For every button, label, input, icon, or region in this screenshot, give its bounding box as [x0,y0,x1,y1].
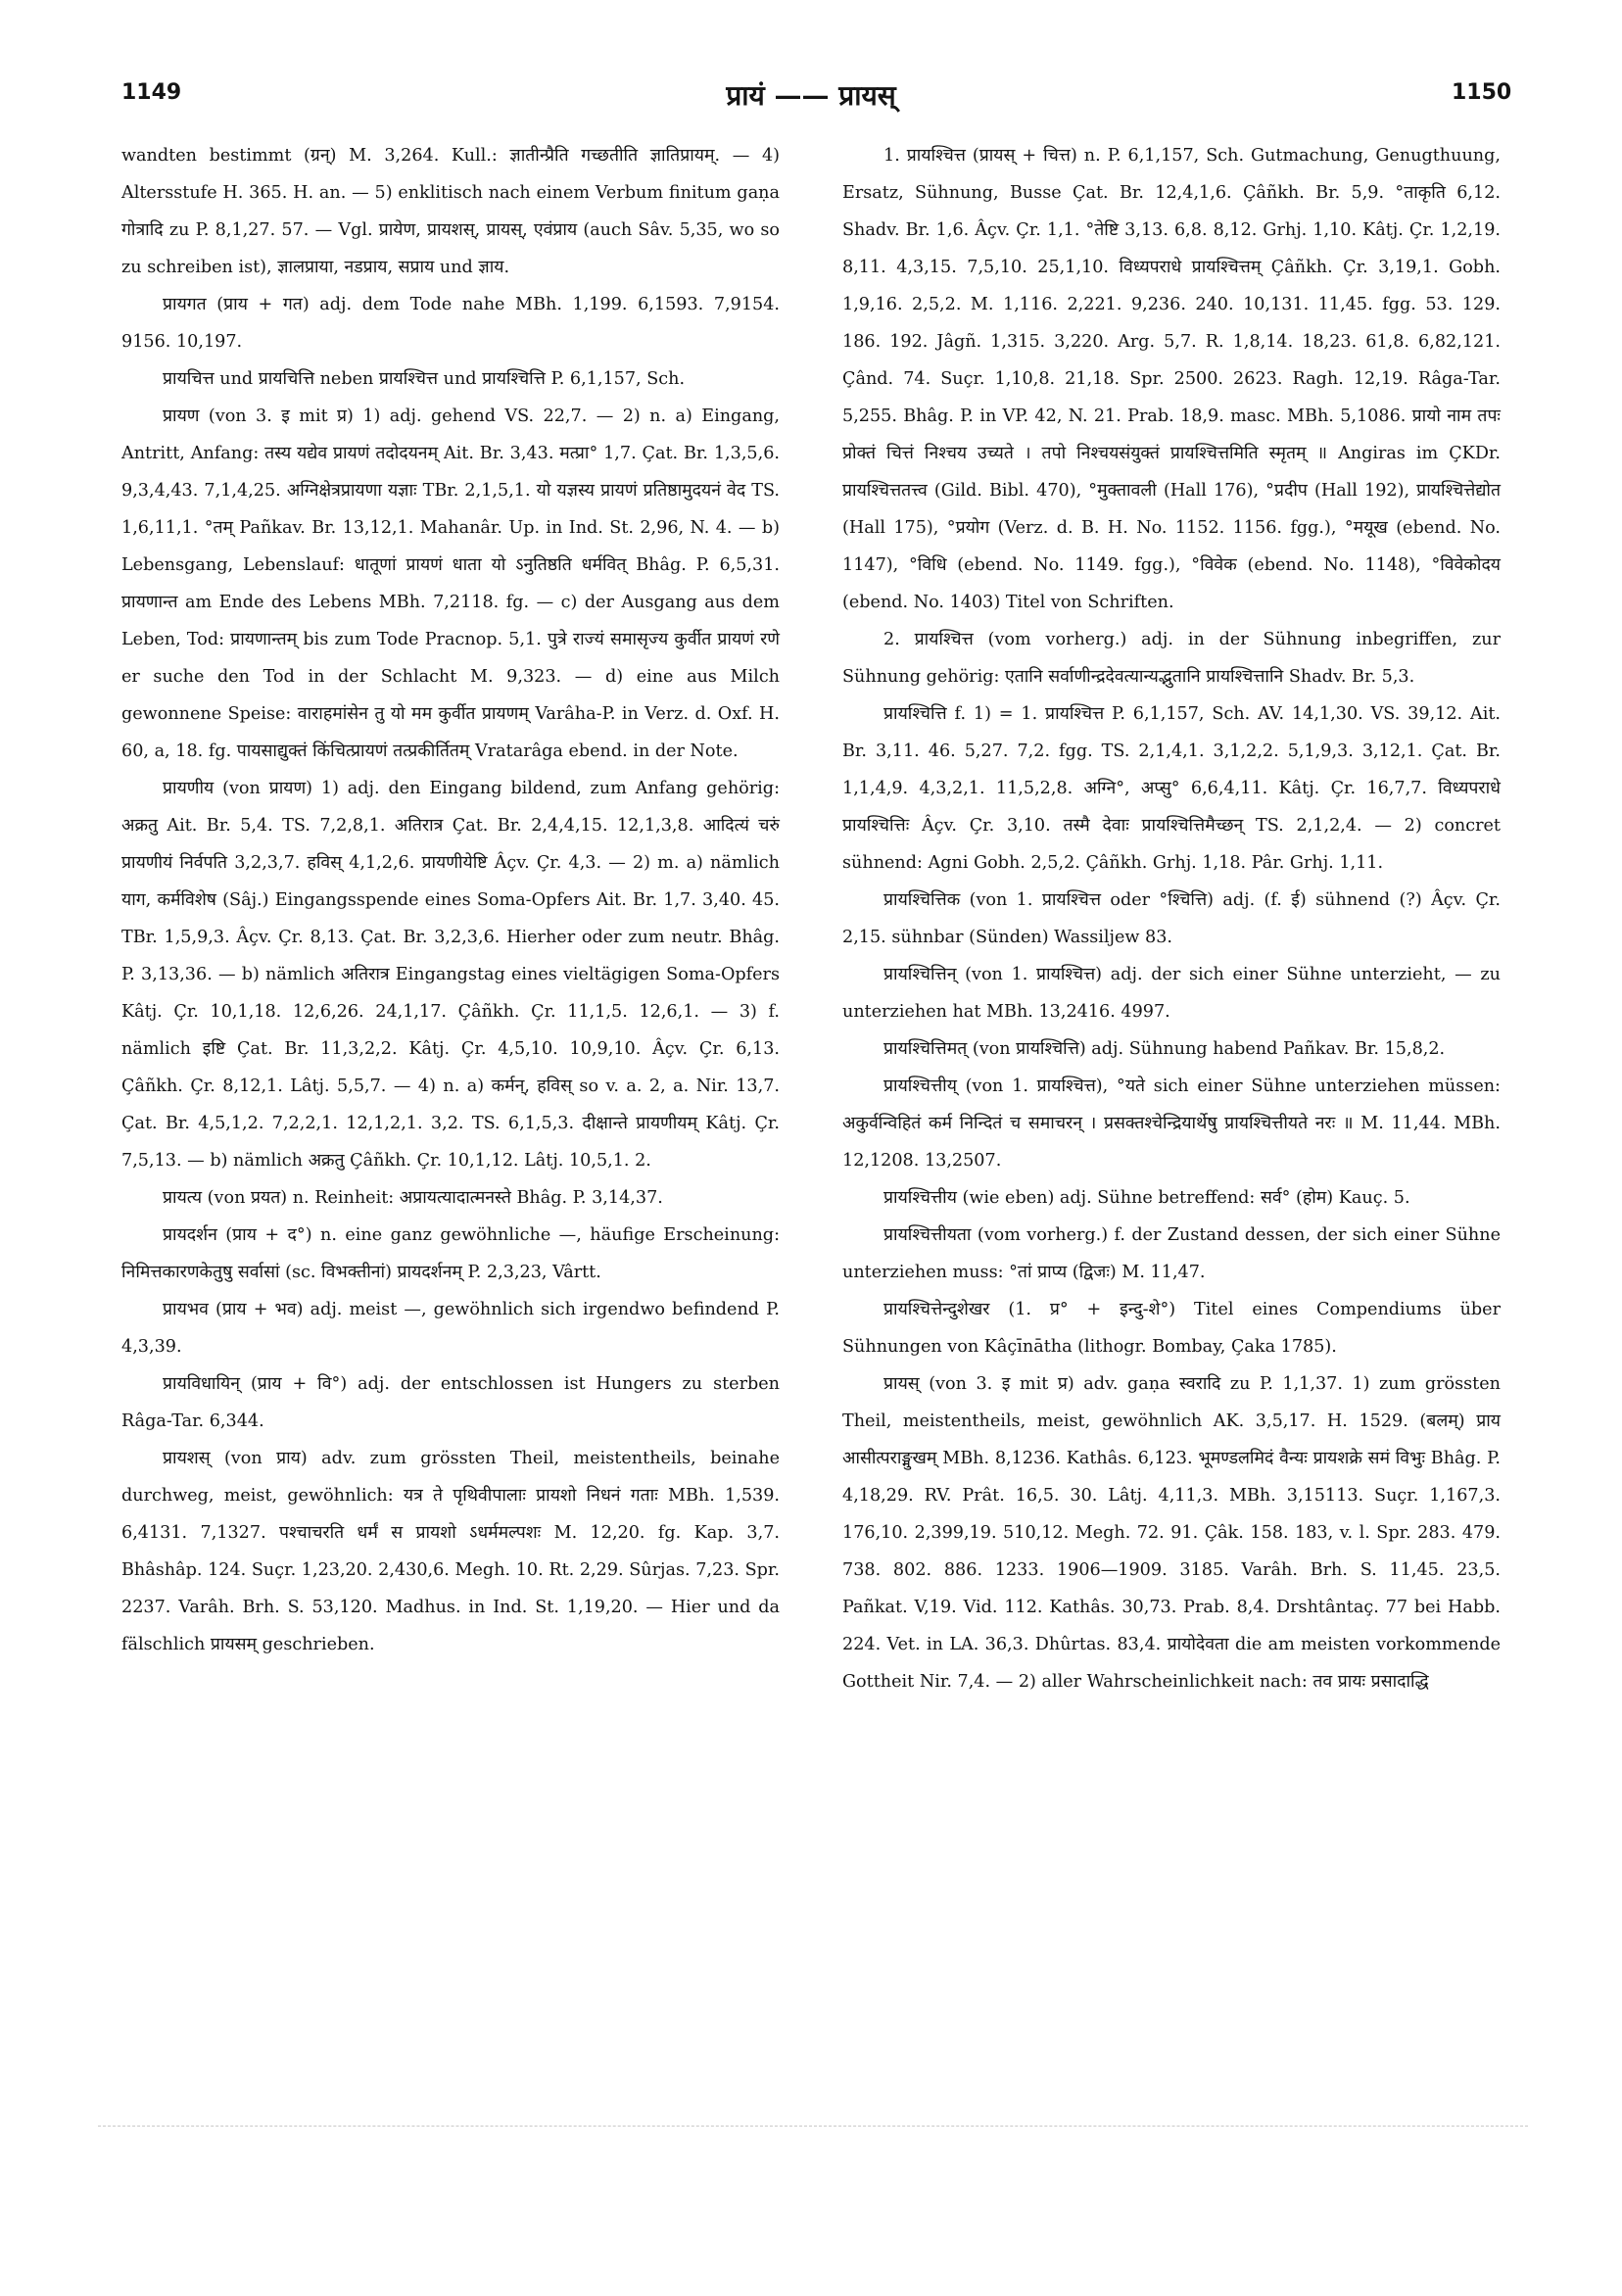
left-column-entry: प्रायण (von 3. इ mit प्र) 1) adj. gehend VS. 22,7. — 2) n. a) Eingang, Antritt, Anfang: तस्य यद्येव प्रायणं तदोदयनम् Ait. Br. 3,43. मत्प्रा° 1,7. Çat. Br. 1,3,5,6. 9,3,4,43. 7,1,4,25. अग्निक्षेत्रप्रायणा यज्ञाः TBr. 2,1,5,1. यो यज्ञस्य प्रायणं प्रतिष्ठामुदयनं वेद TS. 1,6,11,1. °तम् Pañkav. Br. 13,12,1. Mahanâr. Up. in Ind. St. 2,96, N. 4. — b) Lebensgang, Lebenslauf: धातूणां प्रायणं धाता यो ऽनुतिष्ठति धर्मवित् Bhâg. P. 6,5,31. प्रायणान्त am Ende des Lebens MBh. 7,2118. fg. — c) der Ausgang aus dem Leben, Tod: प्रायणान्तम् bis zum Tode Pracnop. 5,1. पुत्रे राज्यं समासृज्य कुर्वीत प्रायणं रणे er suche den Tod in der Schlacht M. 9,323. — d) eine aus Milch gewonnene Speise: वाराहमांसेन तु यो मम कुर्वीत प्रायणम् Varâha-P. in Verz. d. Oxf. H. 60, a, 18. fg. पायसाद्युक्तं किंचित्प्रायणं तत्प्रकीर्तितम् Vratarâga ebend. in der Note. [121,407,780,761]
left-column-entry: प्रायगत (प्राय + गत) adj. dem Tode nahe MBh. 1,199. 6,1593. 7,9154. 9156. 10,197. [121,295,780,352]
right-column-entry: प्रायश्चित्तिन् (von 1. प्रायश्चित्त) adj. der sich einer Sühne unterzieht, — zu unterziehen hat MBh. 13,2416. 4997. [842,965,1501,1022]
right-column [842,137,1501,1700]
page-number-right: 1150 [1452,80,1512,105]
right-column-entry: प्रायश्चित्तीयता (vom vorherg.) f. der Zustand dessen, der sich einer Sühne unterziehen muss: °तां प्राप्य (द्विजः) M. 11,47. [842,1225,1501,1282]
right-column-entry: प्रायश्चित्तिमत् (von प्रायश्चित्ति) adj. Sühnung habend Pañkav. Br. 15,8,2. [883,1039,1446,1059]
left-column-entry: प्रायभव (प्राय + भव) adj. meist —, gewöhnlich sich irgendwo befindend P. 4,3,39. [121,1300,780,1357]
right-column-entry: प्रायश्चित्तीय् (von 1. प्रायश्चित्त), °यते sich einer Sühne unterziehen müssen: अकुर्वन्विहितं कर्म निन्दितं च समाचरन् । प्रसक्तश्चेन्द्रियार्थेषु प्रायश्चित्तीयते नरः ॥ M. 11,44. MBh. 12,1208. 13,2507. [842,1076,1501,1171]
right-column-entry: प्रायश्चित्तेन्दुशेखर (1. प्र° + इन्दु-शे°) Titel eines Compendiums über Sühnungen von Kâçīnātha (lithogr. Bombay, Çaka 1785). [842,1300,1501,1357]
right-column-entry: प्रायस् (von 3. इ mit प्र) adv. gaṇa स्वरादि zu P. 1,1,37. 1) zum grössten Theil, meistentheils, meist, gewöhnlich AK. 3,5,17. H. 1529. (बलम्) प्राय आसीत्पराङ्मुखम् MBh. 8,1236. Kathâs. 6,123. भूमण्डलमिदं वैन्यः प्रायशक्रे समं विभुः Bhâg. P. 4,18,29. RV. Prât. 16,5. 30. Lâtj. 4,11,3. MBh. 3,15113. Suçr. 1,167,3. 176,10. 2,399,19. 510,12. Megh. 72. 91. Çâk. 158. 183, v. l. Spr. 283. 479. 738. 802. 886. 1233. 1906—1909. 3185. Varâh. Brh. S. 11,45. 23,5. Pañkat. V,19. Vid. 112. Kathâs. 30,73. Prab. 8,4. Drshtântaç. 77 bei Habb. 224. Vet. in LA. 36,3. Dhûrtas. 83,4. प्रायोदेवता die am meisten vorkommende Gottheit Nir. 7,4. — 2) aller Wahrscheinlichkeit nach: तव प्रायः प्रसादाद्धि [842,1374,1501,1692]
running-head: प्रायं —— प्रायस् [726,79,896,112]
left-column [121,137,780,1663]
page-number-left: 1149 [121,80,182,105]
right-column-entry: प्रायश्चित्तिक (von 1. प्रायश्चित्त oder °श्चित्ति) adj. (f. ई) sühnend (?) Âçv. Çr. 2,15. sühnbar (Sünden) Wassiljew 83. [842,890,1501,947]
left-column-entry: wandten bestimmt (ग्रन्) M. 3,264. Kull.: ज्ञातीन्प्रैति गच्छतीति ज्ञातिप्रायम्. — 4) Altersstufe H. 365. H. an. — 5) enklitisch nach einem Verbum finitum gaṇa गोत्रादि zu P. 8,1,27. 57. — Vgl. प्रायेण, प्रायशस्, प्रायस्, एवंप्राय (auch Sâv. 5,35, wo so zu schreiben ist), ज्ञालप्राया, नडप्राय, सप्राय und ज्ञाय. [121,146,780,277]
left-column-entry: प्रायत्य (von प्रयत) n. Reinheit: अप्रायत्यादात्मनस्ते Bhâg. P. 3,14,37. [163,1188,663,1208]
left-column-entry: प्रायशस् (von प्राय) adv. zum grössten Theil, meistentheils, beinahe durchweg, meist, gewöhnlich: यत्र ते पृथिवीपालाः प्रायशो निधनं गताः MBh. 1,539. 6,4131. 7,1327. पश्चाचरति धर्मं स प्रायशो ऽधर्ममल्पशः M. 12,20. fg. Kap. 3,7. Bhâshâp. 124. Suçr. 1,23,20. 2,430,6. Megh. 10. Rt. 2,29. Sûrjas. 7,23. Spr. 2237. Varâh. Brh. S. 53,120. Madhus. in Ind. St. 1,19,20. — Hier und da fälschlich प्रायसम् geschrieben. [121,1449,780,1654]
right-column-entry: प्रायश्चित्तीय (wie eben) adj. Sühne betreffend: सर्व° (होम) Kauç. 5. [883,1188,1410,1208]
right-column-entry: 2. प्रायश्चित्त (vom vorherg.) adj. in der Sühnung inbegriffen, zur Sühnung gehörig: एतानि सर्वाणीन्द्रदेवत्यान्यद्भुतानि प्रायश्चित्तानि Shadv. Br. 5,3. [842,630,1501,687]
footer-rule [98,2126,1528,2127]
left-column-entry: प्रायदर्शन (प्राय + द°) n. eine ganz gewöhnliche —, häufige Erscheinung: निमित्तकारणकेतुषु सर्वासां (sc. विभक्तीनां) प्रायदर्शनम् P. 2,3,23, Vârtt. [121,1225,780,1282]
right-column-entry: प्रायश्चित्ति f. 1) = 1. प्रायश्चित्त P. 6,1,157, Sch. AV. 14,1,30. VS. 39,12. Ait. Br. 3,11. 46. 5,27. 7,2. fgg. TS. 2,1,4,1. 3,1,2,2. 5,1,9,3. 3,12,1. Çat. Br. 1,1,4,9. 4,3,2,1. 11,5,2,8. अग्नि°, अप्सु° 6,6,4,11. Kâtj. Çr. 16,7,7. विध्यपराधे प्रायश्चित्तिः Âçv. Çr. 3,10. तस्मै देवाः प्रायश्चित्तिमैच्छन् TS. 2,1,2,4. — 2) concret sühnend: Agni Gobh. 2,5,2. Çâñkh. Grhj. 1,18. Pâr. Grhj. 1,11. [842,704,1501,873]
left-column-entry: प्रायविधायिन् (प्राय + वि°) adj. der entschlossen ist Hungers zu sterben Râga-Tar. 6,344. [121,1374,780,1431]
right-column-entry: 1. प्रायश्चित्त (प्रायस् + चित्त) n. P. 6,1,157, Sch. Gutmachung, Genugthuung, Ersatz, Sühnung, Busse Çat. Br. 12,4,1,6. Çâñkh. Br. 5,9. °ताकृति 6,12. Shadv. Br. 1,6. Âçv. Çr. 1,1. °तेष्टि 3,13. 6,8. 8,12. Grhj. 1,10. Kâtj. Çr. 1,2,19. 8,11. 4,3,15. 7,5,10. 25,1,10. विध्यपराधे प्रायश्चित्तम् Çâñkh. Çr. 3,19,1. Gobh. 1,9,16. 2,5,2. M. 1,116. 2,221. 9,236. 240. 10,131. 11,45. fgg. 53. 129. 186. 192. Jâgñ. 1,315. 3,220. Arg. 5,7. R. 1,8,14. 18,23. 61,8. 6,82,121. Çând. 74. Suçr. 1,10,8. 21,18. Spr. 2500. 2623. Ragh. 12,19. Râga-Tar. 5,255. Bhâg. P. in VP. 42, N. 21. Prab. 18,9. masc. MBh. 5,1086. प्रायो नाम तपः प्रोक्तं चित्तं निश्चय उच्यते । तपो निश्चयसंयुक्तं प्रायश्चित्तमिति स्मृतम् ॥ Angiras im ÇKDr. प्रायश्चित्ततत्त्व (Gild. Bibl. 470), °मुक्तावली (Hall 176), °प्रदीप (Hall 192), प्रायश्चित्तेद्योत (Hall 175), °प्रयोग (Verz. d. B. H. No. 1152. 1156. fgg.), °मयूख (ebend. No. 1147), °विधि (ebend. No. 1149. fgg.), °विवेक (ebend. No. 1148), °विवेकोदय (ebend. No. 1403) Titel von Schriften. [842,146,1501,612]
left-column-entry: प्रायणीय (von प्रायण) 1) adj. den Eingang bildend, zum Anfang gehörig: अक्रतु Ait. Br. 5,4. TS. 7,2,8,1. अतिरात्र Çat. Br. 2,4,4,15. 12,1,3,8. आदित्यं चरुं प्रायणीयं निर्वपति 3,2,3,7. हविस् 4,1,2,6. प्रायणीयेष्टि Âçv. Çr. 4,3. — 2) m. a) nämlich याग, कर्मविशेष (Sâj.) Eingangsspende eines Soma-Opfers Ait. Br. 1,7. 3,40. 45. TBr. 1,5,9,3. Âçv. Çr. 8,13. Çat. Br. 3,2,3,6. Hierher oder zum neutr. Bhâg. P. 3,13,36. — b) nämlich अतिरात्र Eingangstag eines vieltägigen Soma-Opfers Kâtj. Çr. 10,1,18. 12,6,26. 24,1,17. Çâñkh. Çr. 11,1,5. 12,6,1. — 3) f. nämlich इष्टि Çat. Br. 11,3,2,2. Kâtj. Çr. 4,5,10. 10,9,10. Âçv. Çr. 6,13. Çâñkh. Çr. 8,12,1. Lâtj. 5,5,7. — 4) n. a) कर्मन्, हविस् so v. a. 2, a. Nir. 13,7. Çat. Br. 4,5,1,2. 7,2,2,1. 12,1,2,1. 3,2. TS. 6,1,5,3. दीक्षान्ते प्रायणीयम् Kâtj. Çr. 7,5,13. — b) nämlich अक्रतु Çâñkh. Çr. 10,1,12. Lâtj. 10,5,1. 2. [121,779,780,1171]
left-column-entry: प्रायचित्त und प्रायचित्ति neben प्रायश्चित्त und प्रायश्चित्ति P. 6,1,157, Sch. [163,369,686,389]
